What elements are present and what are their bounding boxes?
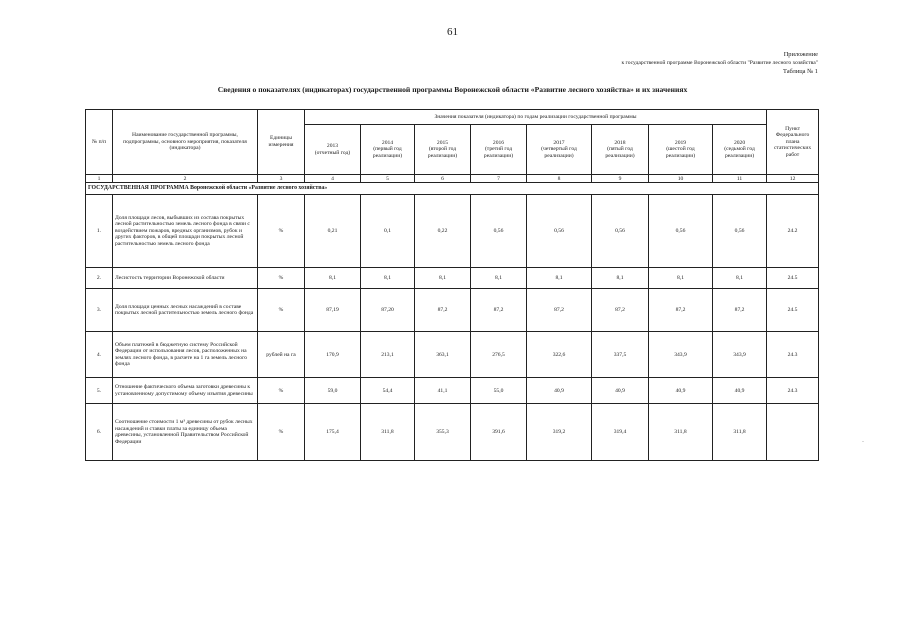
table-row <box>86 332 819 378</box>
column-number: 12 <box>767 175 819 183</box>
value-cell: 41,1 <box>415 378 471 404</box>
table-row <box>86 404 819 461</box>
header-values-group: Значения показателя (индикатора) по годам реализации государственной программы <box>305 110 767 125</box>
value-cell: 8,1 <box>527 267 592 288</box>
value-cell: 343,9 <box>649 332 713 378</box>
header-year-note: (шестой год реализации) <box>665 146 696 159</box>
value-cell: 311,8 <box>713 404 767 461</box>
value-cell: 311,8 <box>649 404 713 461</box>
document-title: Сведения о показателях (индикаторах) государственной программы Воронежской области «Развитие лесного хозяйства» и их значениях <box>217 85 688 94</box>
value-cell: 59,0 <box>305 378 361 404</box>
header-name: Наименование государственной программы, подпрограммы, основного мероприятия, показателя (индикатора) <box>113 110 258 175</box>
value-cell: 319,4 <box>592 404 649 461</box>
row-number: 3. <box>86 289 113 332</box>
column-number: 3 <box>258 175 305 183</box>
column-number: 9 <box>592 175 649 183</box>
table-row <box>86 378 819 404</box>
stat-plan-cell: 24.3 <box>767 332 819 378</box>
value-cell: 40,9 <box>592 378 649 404</box>
stat-plan-cell: 24.3 <box>767 378 819 404</box>
unit-cell: % <box>258 195 305 267</box>
header-year-note: (пятый год реализации) <box>605 146 635 159</box>
header-stat-plan: Пункт Федерального плана статистических работ <box>767 110 819 175</box>
header-year-value: 2020 <box>733 139 746 146</box>
column-number: 8 <box>527 175 592 183</box>
value-cell: 8,1 <box>471 267 527 288</box>
column-number: 11 <box>713 175 767 183</box>
value-cell: 8,1 <box>592 267 649 288</box>
row-number: 4. <box>86 332 113 378</box>
value-cell: 0,56 <box>527 195 592 267</box>
value-cell: 0,56 <box>649 195 713 267</box>
column-number: 6 <box>415 175 471 183</box>
header-year-note: (третий год реализации) <box>483 146 514 159</box>
header-year-value: 2018 <box>614 139 626 146</box>
unit-cell: % <box>258 404 305 461</box>
value-cell: 87,2 <box>649 289 713 332</box>
stat-plan-cell: 24.2 <box>767 195 819 267</box>
header-year-value: 2019 <box>674 139 687 146</box>
column-number: 5 <box>361 175 415 183</box>
value-cell: 0,21 <box>305 195 361 267</box>
value-cell: 87,2 <box>592 289 649 332</box>
header-year-value: 2014 <box>381 139 394 146</box>
value-cell: 54,4 <box>361 378 415 404</box>
value-cell: 87,20 <box>361 289 415 332</box>
header-unit: Единицы измерения <box>258 110 305 175</box>
stat-plan-cell <box>767 404 819 461</box>
value-cell: 87,2 <box>527 289 592 332</box>
table-row <box>86 195 819 267</box>
appendix-label: Приложение <box>783 51 818 58</box>
header-num: № п/п <box>86 110 113 175</box>
table-row <box>86 267 819 288</box>
column-number: 4 <box>305 175 361 183</box>
stat-plan-cell: 24.5 <box>767 267 819 288</box>
header-year-note: (отчетный год) <box>314 149 351 156</box>
indicator-name: Соотношение стоимости 1 м³ древесины от рубок лесных насаждений и ставки платы за единицу объема древесины, установленной Правительством Российской Федерации <box>113 404 258 461</box>
value-cell: 0,56 <box>471 195 527 267</box>
value-cell: 40,9 <box>713 378 767 404</box>
value-cell: 343,9 <box>713 332 767 378</box>
unit-cell: % <box>258 289 305 332</box>
table-header <box>86 110 819 183</box>
value-cell: 276,5 <box>471 332 527 378</box>
indicator-name: Отношение фактического объема заготовки древесины к установленному допустимому объему изъятия древесины <box>113 378 258 404</box>
header-year-2020 <box>713 125 767 175</box>
column-number: 2 <box>113 175 258 183</box>
value-cell: 391,6 <box>471 404 527 461</box>
value-cell: 8,1 <box>305 267 361 288</box>
value-cell: 213,1 <box>361 332 415 378</box>
header-year-2016 <box>471 125 527 175</box>
unit-cell: % <box>258 267 305 288</box>
indicators-table <box>85 109 819 461</box>
column-numbers-row <box>86 175 819 183</box>
header-year-2015 <box>415 125 471 175</box>
indicator-name: Объем платежей в бюджетную систему Российской Федерации от использования лесов, расположенных на землях лесного фонда, в расчете на 1 га земель лесного фонда <box>113 332 258 378</box>
header-year-note: (седьмой год реализации) <box>724 146 755 159</box>
value-cell: 0,56 <box>592 195 649 267</box>
header-year-2013 <box>305 125 361 175</box>
value-cell: 8,1 <box>361 267 415 288</box>
appendix-program-reference: к государственной программе Воронежской области "Развитие лесного хозяйства" <box>621 60 818 67</box>
value-cell: 363,1 <box>415 332 471 378</box>
appendix-block <box>621 51 818 76</box>
header-year-note: (четвертый год реализации) <box>541 146 577 159</box>
header-year-value: 2016 <box>492 139 505 146</box>
header-year-value: 2017 <box>553 139 565 146</box>
header-year-note: (второй год реализации) <box>427 146 458 159</box>
value-cell: 170,9 <box>305 332 361 378</box>
header-year-value: 2015 <box>436 139 449 146</box>
column-number: 7 <box>471 175 527 183</box>
value-cell: 0,22 <box>415 195 471 267</box>
value-cell: 322,6 <box>527 332 592 378</box>
program-row: ГОСУДАРСТВЕННАЯ ПРОГРАММА Воронежской области «Развитие лесного хозяйства» <box>86 183 819 195</box>
header-year-2014 <box>361 125 415 175</box>
indicator-name: Доля площади лесов, выбывших из состава покрытых лесной растительностью земель лесного фонда в связи с воздействием пожаров, вредных организмов, рубок и других факторов, в общей площади покрытых лесной растительностью земель лесного фонда <box>113 195 258 267</box>
header-year-2019 <box>649 125 713 175</box>
stray-mark: - <box>862 439 864 445</box>
stat-plan-cell: 24.5 <box>767 289 819 332</box>
row-number: 5. <box>86 378 113 404</box>
value-cell: 0,1 <box>361 195 415 267</box>
row-number: 2. <box>86 267 113 288</box>
row-number: 6. <box>86 404 113 461</box>
indicator-name: Доля площади ценных лесных насаждений в составе покрытых лесной растительностью земель лесного фонда <box>113 289 258 332</box>
column-number: 1 <box>86 175 113 183</box>
value-cell: 8,1 <box>713 267 767 288</box>
value-cell: 319,2 <box>527 404 592 461</box>
value-cell: 8,1 <box>415 267 471 288</box>
value-cell: 355,3 <box>415 404 471 461</box>
value-cell: 87,2 <box>415 289 471 332</box>
value-cell: 87,19 <box>305 289 361 332</box>
header-year-2018 <box>592 125 649 175</box>
value-cell: 40,9 <box>527 378 592 404</box>
value-cell: 40,9 <box>649 378 713 404</box>
header-year-2017 <box>527 125 592 175</box>
value-cell: 337,5 <box>592 332 649 378</box>
value-cell: 55,0 <box>471 378 527 404</box>
table-body <box>86 183 819 461</box>
column-number: 10 <box>649 175 713 183</box>
value-cell: 87,2 <box>471 289 527 332</box>
value-cell: 8,1 <box>649 267 713 288</box>
value-cell: 175,4 <box>305 404 361 461</box>
table-number: Таблица № 1 <box>782 67 818 75</box>
value-cell: 311,8 <box>361 404 415 461</box>
header-year-note: (первый год реализации) <box>372 146 403 159</box>
value-cell: 0,56 <box>713 195 767 267</box>
unit-cell: рублей на га <box>258 332 305 378</box>
header-year-value: 2013 <box>326 142 339 149</box>
table-row <box>86 289 819 332</box>
page-number: 61 <box>447 26 458 38</box>
row-number: 1. <box>86 195 113 267</box>
indicator-name: Лесистость территории Воронежской области <box>113 267 258 288</box>
unit-cell: % <box>258 378 305 404</box>
value-cell: 87,2 <box>713 289 767 332</box>
